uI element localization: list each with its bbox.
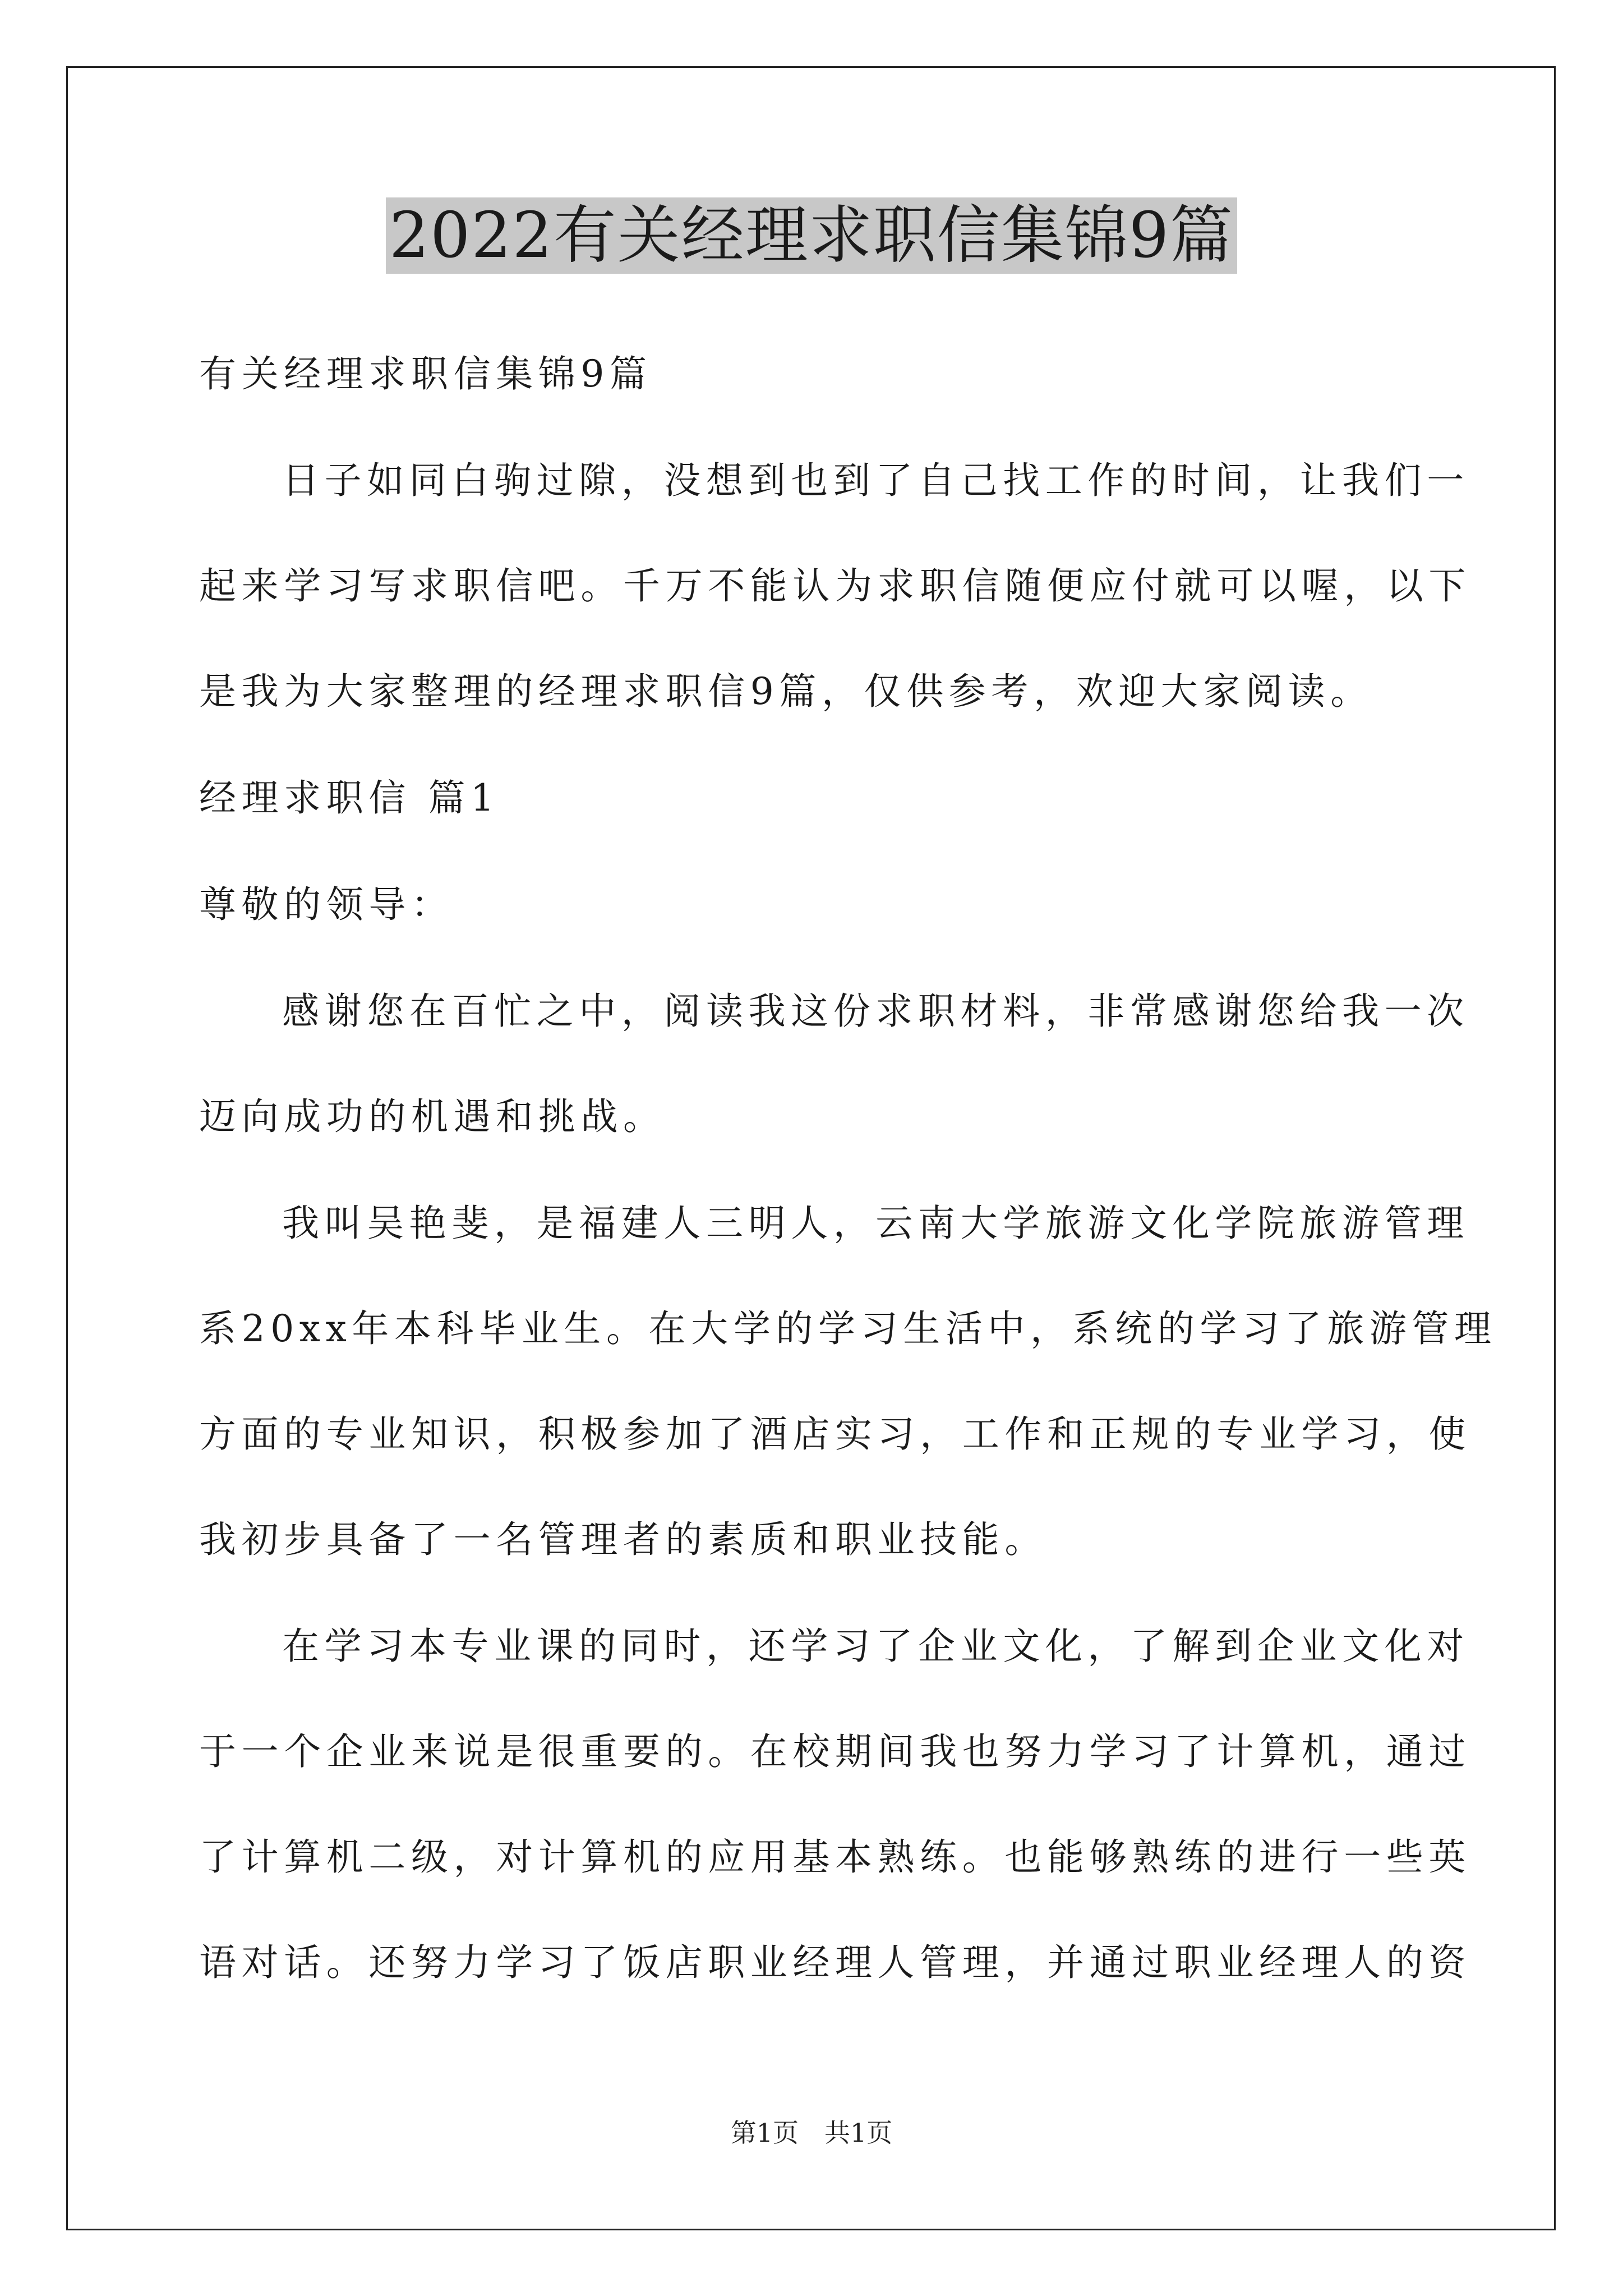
paragraph-line: 迈向成功的机遇和挑战。 xyxy=(199,1095,666,1138)
paragraph-line: 方面的专业知识，积极参加了酒店实习，工作和正规的专业学习，使 xyxy=(199,1412,1471,1456)
intro-line: 是我为大家整理的经理求职信9篇，仅供参考，欢迎大家阅读。 xyxy=(199,670,1373,713)
paragraph-line: 我初步具备了一名管理者的素质和职业技能。 xyxy=(199,1518,1047,1561)
paragraph-line: 了计算机二级，对计算机的应用基本熟练。也能够熟练的进行一些英 xyxy=(199,1835,1471,1879)
page-total: 共1页 xyxy=(824,2118,893,2148)
title-block xyxy=(0,197,1623,274)
paragraph-line: 系20xx年本科毕业生。在大学的学习生活中，系统的学习了旅游管理 xyxy=(199,1307,1497,1350)
page-number: 第1页 xyxy=(730,2118,799,2148)
paragraph-line: 感谢您在百忙之中，阅读我这份求职材料，非常感谢您给我一次 xyxy=(282,990,1469,1033)
page-footer xyxy=(0,2116,1623,2150)
section-heading: 经理求职信 篇1 xyxy=(199,776,500,820)
salutation: 尊敬的领导： xyxy=(199,883,454,926)
paragraph-line: 于一个企业来说是很重要的。在校期间我也努力学习了计算机，通过 xyxy=(199,1730,1471,1773)
paragraph-line: 在学习本专业课的同时，还学习了企业文化，了解到企业文化对 xyxy=(282,1625,1469,1668)
intro-line: 起来学习写求职信吧。千万不能认为求职信随便应付就可以喔，以下 xyxy=(199,564,1471,608)
paragraph-line: 我叫吴艳斐，是福建人三明人，云南大学旅游文化学院旅游管理 xyxy=(282,1202,1469,1245)
document-title: 2022有关经理求职信集锦9篇 xyxy=(386,197,1237,274)
paragraph-line: 语对话。还努力学习了饭店职业经理人管理，并通过职业经理人的资 xyxy=(199,1941,1471,1984)
intro-line: 日子如同白驹过隙，没想到也到了自己找工作的时间，让我们一 xyxy=(282,459,1469,502)
document-subtitle: 有关经理求职信集锦9篇 xyxy=(199,352,652,395)
